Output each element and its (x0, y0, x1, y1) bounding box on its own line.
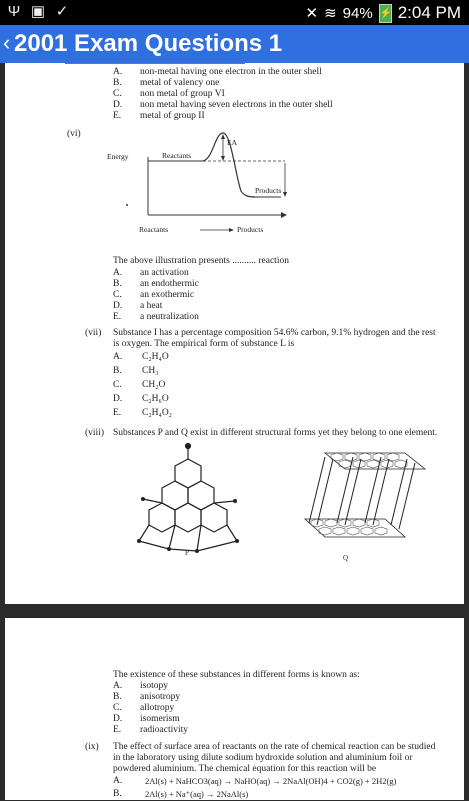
question-number: (vii) (85, 328, 102, 338)
page-title[interactable]: 2001 Exam Questions 1 (14, 30, 283, 57)
structure-q-label: Q (343, 554, 349, 562)
clipboard-check-icon: ✓ (55, 3, 69, 20)
question-stem-line3: powdered aluminium. The chemical equation for this reaction will be (113, 764, 377, 774)
question-stem: Substances P and Q exist in different structural forms yet they belong to one element. (113, 428, 438, 438)
usb-icon: Ψ (7, 3, 21, 20)
ea-label: EA (227, 138, 237, 147)
structure-p-label: P (185, 549, 189, 557)
clock: 2:04 PM (397, 3, 461, 22)
question-stem-line2: in the laboratory using dilute sodium hydroxide solution and aluminium foil or (113, 753, 413, 763)
status-bar (0, 0, 469, 25)
battery-percent: 94% (342, 4, 373, 22)
energy-axis-label: Energy (107, 152, 129, 161)
image-notification-icon: ▣ (30, 3, 46, 20)
products-label: Products (255, 186, 282, 195)
energy-profile-diagram (105, 129, 305, 237)
x-axis-reactants-label: Reactants (139, 225, 169, 234)
mute-icon: ✕ (305, 5, 319, 22)
document-page-1: A. non-metal having one electron in the outer shell B. metal of valency one C. non metal of group VI D. non metal having seven electrons in the outer shell E. metal of group II (vi) Energy Reactants EA Products Reactants Products The above illustration presents .......... reaction A. an activation B. an endothermic C. an exothermic D. a heat E. a neutralization (vii) Substance I has a percentage composition 54.6% carbon, 9.1% hydrogen and the rest is oxygen. The empirical form of substance L is A. C₂H₄O B. CH₃ C. CH₂O D. C₂H₆O E. C₂H₄O₂ (viii) Substances P and Q exist in different structural forms yet they belong to one element. P Q (5, 63, 464, 604)
structure-p-diagram (133, 441, 248, 569)
app-bar (0, 25, 469, 63)
document-page-2: The existence of these substances in different forms is known as: A. isotopy B. anisotropy C. allotropy D. isomerism E. radioactivity (ix) The effect of surface area of reactants on the rate of chemical reaction can be studied in the laboratory using dilute sodium hydroxide solution and aluminium foil or powdered aluminium. The chemical equation for this reaction will be A. 2Al(s) + NaHCO3(aq) → NaHO(aq) → 2NaAl(OH)4 + CO2(g) + 2H2(g) B. 2Al(s) + Na⁺(aq) → 2NaAl(s) (5, 618, 464, 800)
back-button[interactable]: ‹ (3, 30, 11, 55)
question-number: (viii) (85, 428, 104, 438)
structure-q-diagram (295, 441, 435, 561)
question-stem: Substance I has a percentage composition 54.6% carbon, 9.1% hydrogen and the rest (113, 328, 436, 338)
question-number: (vi) (67, 129, 81, 139)
battery-charging-icon: ⚡ (379, 4, 392, 23)
question-stem: The effect of surface area of reactants on the rate of chemical reaction can be studied (113, 742, 436, 752)
question-number: (ix) (85, 742, 99, 752)
question-stem: The existence of these substances in different forms is known as: (113, 670, 360, 680)
reactants-label: Reactants (162, 151, 192, 160)
x-axis-products-label: Products (237, 225, 264, 234)
question-stem-line2: is oxygen. The empirical form of substance L is (113, 339, 295, 349)
wifi-icon: ≋ (324, 5, 337, 22)
question-stem: The above illustration presents .......... reaction (113, 256, 289, 266)
